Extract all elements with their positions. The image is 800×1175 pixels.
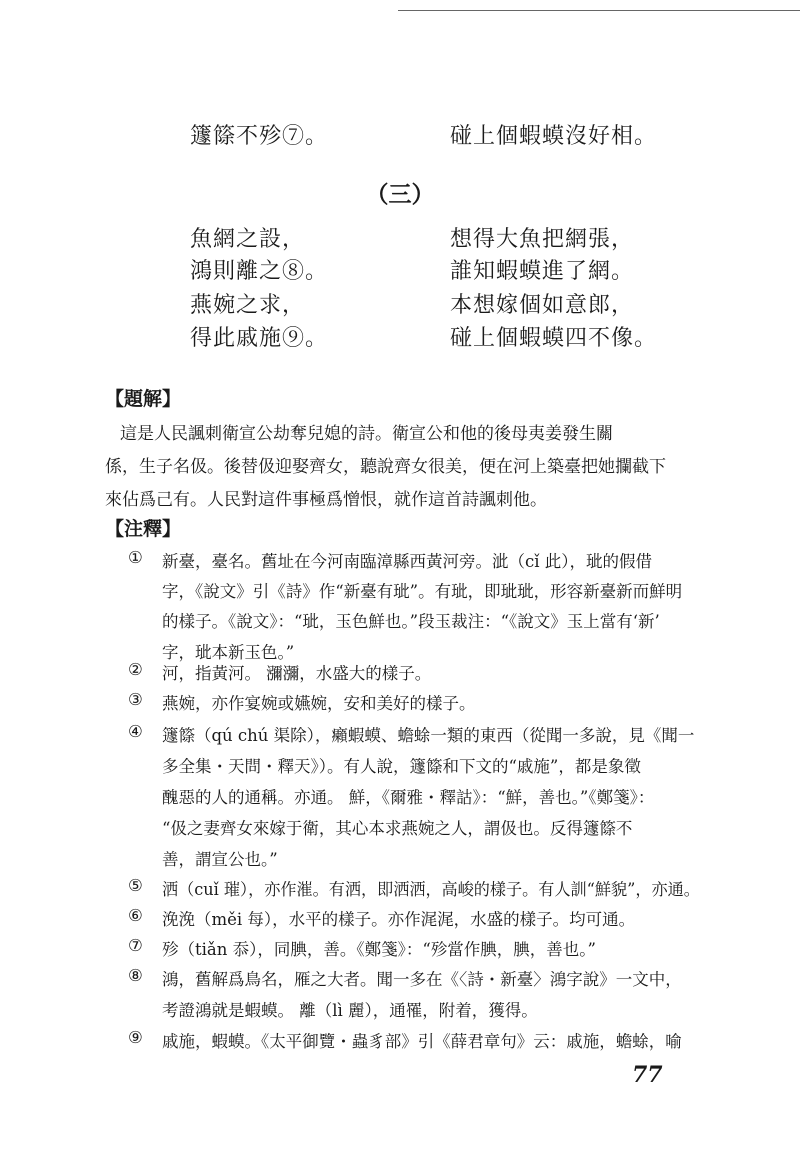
poem-line-right: 碰上個蝦蟆沒好相。 [450,124,658,149]
note-line: 考證鴻就是蝦蟆。 離（lì 麗），通罹，附着，獲得。 [162,1001,538,1020]
note-number: ① [128,548,143,567]
note-number: ⑧ [128,966,143,985]
note-line: 殄（tiǎn 忝），同腆，善。《鄭箋》：“殄當作腆，腆，善也。” [162,940,596,959]
note-number: ⑨ [128,1028,143,1047]
note-number: ③ [128,690,143,709]
note-number: ⑤ [128,876,143,895]
poem-line-left: 魚網之設， [190,227,306,252]
note-line: 字，《說文》引《詩》作“新臺有玼”。有玼，即玼玼，形容新臺新而鮮明 [162,582,683,601]
note-line: 洒（cuǐ 璀），亦作漼。有洒，即洒洒，高峻的樣子。有人訓“鮮貌”，亦通。 [162,880,700,899]
note-line: 戚施，蝦蟆。《太平御覽・蟲豸部》引《薛君章句》云：戚施，蟾蜍，喻 [162,1032,682,1051]
stanza-label: （三） [365,181,435,208]
note-line: 鴻，舊解爲鳥名，雁之大者。聞一多在《〈詩・新臺〉鴻字說》一文中， [162,970,682,989]
note-line: 多全集・天問・釋天》）。有人說，籧篨和下文的“戚施”，都是象徵 [162,757,641,776]
note-line: 的樣子。《說文》：“玼，玉色鮮也。”段玉裁注：“《說文》玉上當有‘新’ [162,612,660,631]
note-line: 醜惡的人的通稱。亦通。 鮮，《爾雅・釋詁》：“鮮，善也。”《鄭箋》： [162,788,655,807]
note-line: 善，謂宣公也。” [162,850,278,869]
poem-line-right: 本想嫁個如意郎， [450,293,635,318]
page-number: 77 [632,1062,663,1088]
note-number: ⑥ [128,906,143,925]
note-line: 燕婉，亦作宴婉或嬿婉，安和美好的樣子。 [162,694,476,713]
tijie-heading: 【題解】 [105,388,182,410]
note-line: 字，玼本新玉色。” [162,643,295,662]
poem-line-left: 燕婉之求， [190,293,306,318]
note-line: 河，指黃河。 瀰瀰，水盛大的樣子。 [162,664,432,683]
note-number: ② [128,660,143,679]
top-rule [398,10,800,11]
zhushi-heading: 【注釋】 [105,518,182,540]
poem-line-left: 籧篨不殄⑦。 [190,124,329,149]
tijie-line: 這是人民諷刺衛宣公劫奪兒媳的詩。衛宣公和他的後母夷姜發生關 [120,424,613,444]
note-line: 浼浼（měi 每），水平的樣子。亦作浘浘，水盛的樣子。均可通。 [162,910,636,929]
poem-line-left: 鴻則離之⑧。 [190,259,329,284]
poem-line-right: 想得大魚把網張， [450,227,635,252]
poem-line-right: 誰知蝦蟆進了網。 [450,259,635,284]
note-number: ④ [128,722,143,741]
note-line: “伋之妻齊女來嫁于衛，其心本求燕婉之人，謂伋也。反得籧篨不 [162,819,633,838]
tijie-line: 係，生子名伋。後替伋迎娶齊女，聽說齊女很美，便在河上築臺把她攔截下 [105,457,666,477]
tijie-line: 來佔爲己有。人民對這件事極爲憎恨，就作這首詩諷刺他。 [105,490,547,510]
poem-line-left: 得此戚施⑨。 [190,326,329,351]
note-number: ⑦ [128,936,143,955]
note-line: 籧篨（qú chú 渠除），癩蝦蟆、蟾蜍一類的東西（從聞一多說，見《聞一 [162,726,695,745]
poem-line-right: 碰上個蝦蟆四不像。 [450,326,658,351]
note-line: 新臺，臺名。舊址在今河南臨漳縣西黃河旁。泚（cǐ 此），玼的假借 [162,552,653,571]
